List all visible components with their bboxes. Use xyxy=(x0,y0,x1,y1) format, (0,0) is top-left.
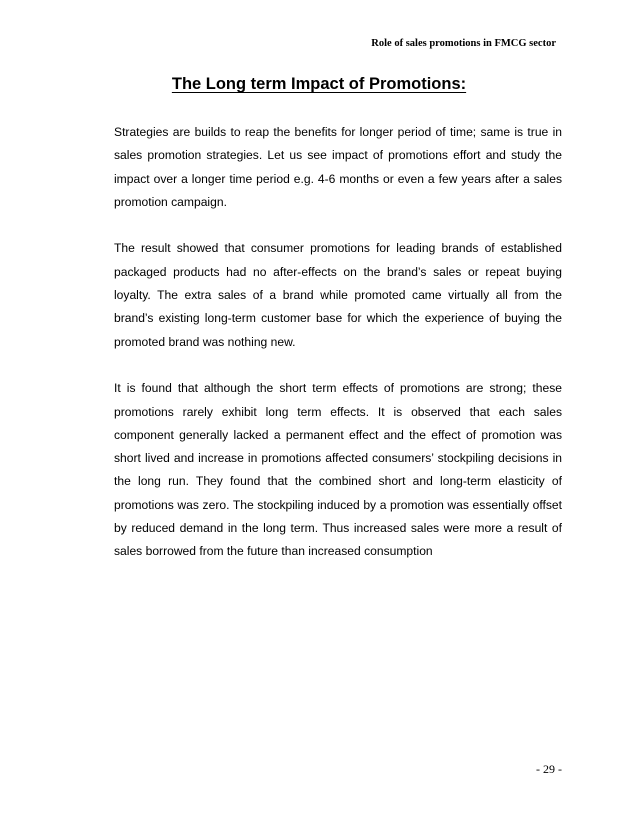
page-number: - 29 - xyxy=(536,762,562,776)
paragraph-1: Strategies are builds to reap the benefits for longer period of time; same is true in sales promotion strategies. Let us see impact of promotions effort and study the impact over a longer time period e.g. 4-6 months or even a few years after a sales promotion campaign. xyxy=(114,125,562,209)
section-title: The Long term Impact of Promotions: xyxy=(171,75,467,93)
paragraph-3: It is found that although the short term effects of promotions are strong; these promotions rarely exhibit long term effects. It is observed that each sales component generally lacked a permanent effect and the effect of promotion was short lived and increase in promotions affected consumers’ stockpiling decisions in the long run. They found that the combined short and long-term elasticity of promotions was zero. The stockpiling induced by a promotion was essentially offset by reduced demand in the long term. Thus increased sales were more a result of sales borrowed from the future than increased consumption xyxy=(114,381,562,559)
body-text xyxy=(114,121,562,587)
paragraph-2: The result showed that consumer promotions for leading brands of established packaged products had no after-effects on the brand’s sales or repeat buying loyalty. The extra sales of a brand while promoted came virtually all from the brand’s existing long-term customer base for which the experience of buying the promoted brand was nothing new. xyxy=(114,241,562,349)
running-header: Role of sales promotions in FMCG sector xyxy=(371,38,556,49)
